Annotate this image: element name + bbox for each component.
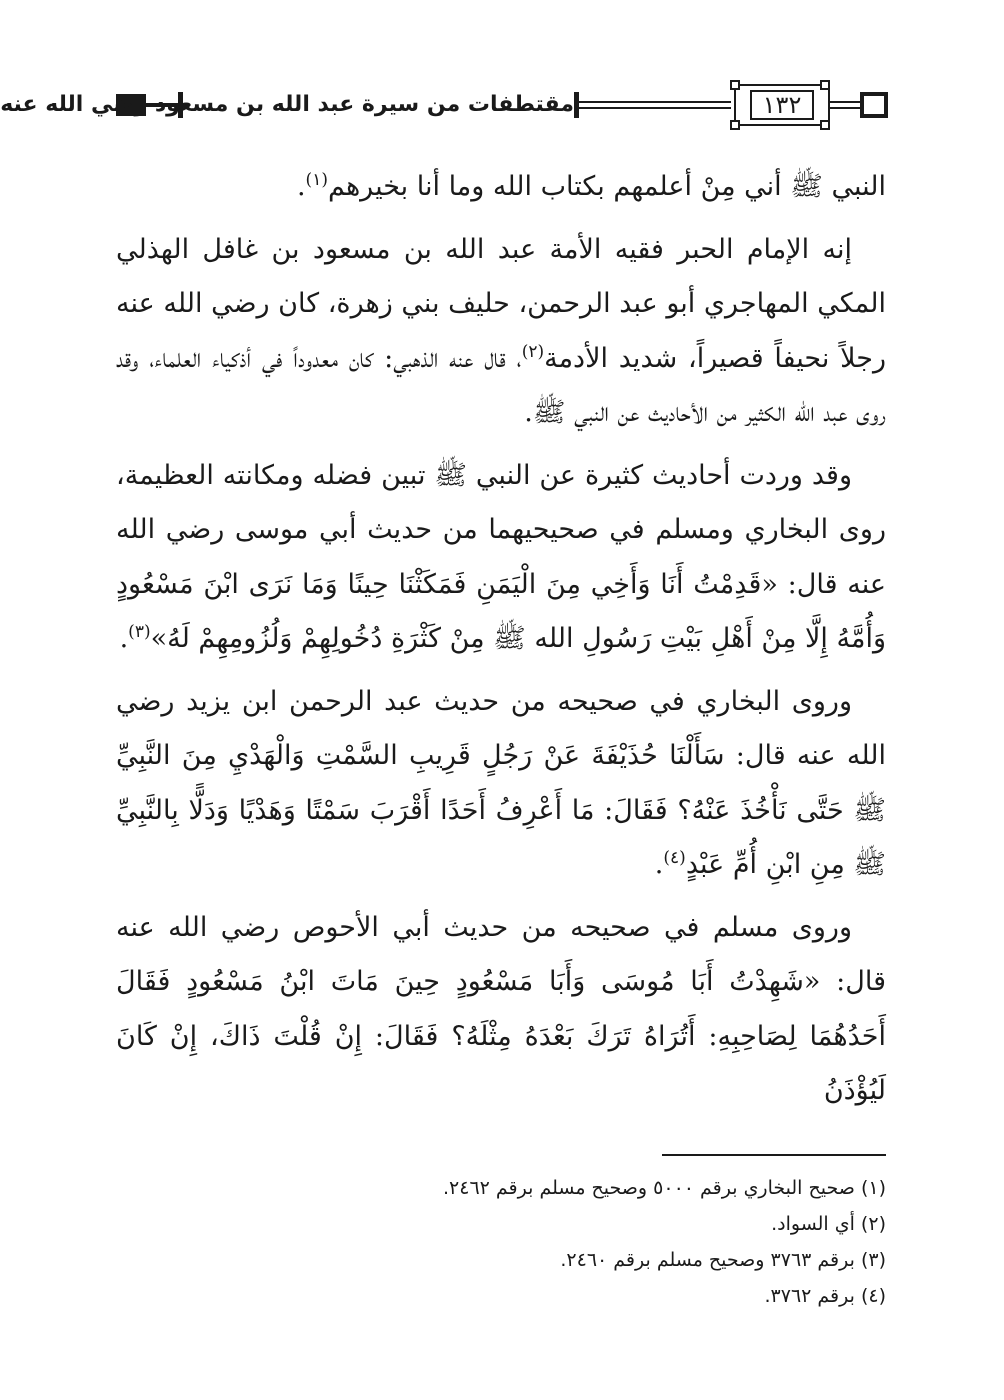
footnote-marker-1[interactable]: (١) [305, 170, 328, 190]
paragraph-text: وروى مسلم في صحيحه من حديث أبي الأحوص رضي الله عنه قال: «شَهِدْتُ أَبَا مُوسَى وَأَبَا مَسْعُودٍ حِينَ مَاتَ ابْنُ مَسْعُودٍ فَقَالَ أَحَدُهُمَا لِصَاحِبِهِ: أَتُرَاهُ تَرَكَ بَعْدَهُ مِثْلَهُ؟ فَقَالَ: إِنْ قُلْتَ ذَاكَ، إِنْ كَانَ لَيُؤْذَنُ [116, 911, 886, 1106]
footnote-marker-2[interactable]: (٢) [521, 341, 545, 362]
paragraph-text: ، قال عنه الذهبي: كان معدوداً في أذكياء العلماء، وقد روى عبد الله الكثير من الأحاديث عن النبي ﷺ. [116, 342, 886, 428]
running-header [0, 78, 888, 134]
running-header-title: مقتطفات من سيرة عبد الله بن مسعود رضي الله عنه [0, 92, 574, 117]
paragraph-end: . [296, 171, 306, 202]
footnote-2: (٢) أي السواد. [771, 1213, 886, 1235]
paragraph-text: النبي ﷺ أني مِنْ أعلمهم بكتاب الله وما أنا بخيرهم [327, 171, 886, 202]
footnote-1: (١) صحيح البخاري برقم ٥٠٠٠ وصحيح مسلم برقم ٢٤٦٢. [442, 1177, 886, 1199]
frame-corner-ornament [730, 120, 740, 130]
header-ornament-double-rule [579, 101, 731, 109]
paragraph-4 [116, 675, 886, 893]
footnote-marker-4[interactable]: (٤) [663, 848, 686, 868]
paragraph-text: وروى البخاري في صحيحه من حديث عبد الرحمن ابن يزيد رضي الله عنه قال: سَأَلْنَا حُذَيْفَةَ عَنْ رَجُلٍ قَرِيبِ السَّمْتِ وَالْهَدْيِ مِنَ النَّبِيِّ ﷺ حَتَّى نَأْخُذَ عَنْهُ؟ فَقَالَ: مَا أَعْرِفُ أَحَدًا أَقْرَبَ سَمْتًا وَهَدْيًا وَدَلًّا بِالنَّبِيِّ ﷺ مِنِ ابْنِ أُمِّ عَبْدٍ [116, 685, 886, 880]
header-ornament-right-rule [830, 101, 860, 109]
main-text [116, 160, 886, 1127]
paragraph-text: إنه الإمام الحبر فقيه الأمة عبد الله بن مسعود بن غافل الهذلي المكي المهاجري أبو عبد الرحمن، حليف بني زهرة، كان رضي الله عنه رجلاً نحيفاً قصيراً، شديد الأدمة [116, 233, 886, 374]
paragraph-3 [116, 449, 886, 667]
paragraph-2 [116, 223, 886, 441]
footnote-4: (٤) برقم ٣٧٦٢. [764, 1285, 886, 1307]
frame-corner-ornament [730, 80, 740, 90]
paragraph-text: وقد وردت أحاديث كثيرة عن النبي ﷺ تبين فضله ومكانته العظيمة، روى البخاري ومسلم في صحيحيهما من حديث أبي موسى رضي الله عنه قال: «قَدِمْتُ أَنَا وَأَخِي مِنَ الْيَمَنِ فَمَكَثْنَا حِينًا وَمَا نَرَى ابْنَ مَسْعُودٍ وَأُمَّهُ إِلَّا مِنْ أَهْلِ بَيْتِ رَسُولِ الله ﷺ مِنْ كَثْرَةِ دُخُولِهِمْ وَلُزُومِهِمْ لَهُ» [116, 459, 886, 654]
footnote-3: (٣) برقم ٣٧٦٣ وصحيح مسلم برقم ٢٤٦٠. [560, 1249, 886, 1271]
footnote-separator [662, 1154, 886, 1156]
page-number: ١٣٢ [750, 90, 814, 120]
paragraph-end: . [119, 623, 129, 654]
paragraph-1 [116, 160, 886, 215]
frame-corner-ornament [820, 80, 830, 90]
header-ornament-right-square [860, 92, 888, 118]
paragraph-5 [116, 901, 886, 1119]
frame-corner-ornament [820, 120, 830, 130]
footnotes [116, 1170, 886, 1314]
footnote-marker-3[interactable]: (٣) [128, 622, 151, 642]
paragraph-end: . [654, 849, 664, 880]
